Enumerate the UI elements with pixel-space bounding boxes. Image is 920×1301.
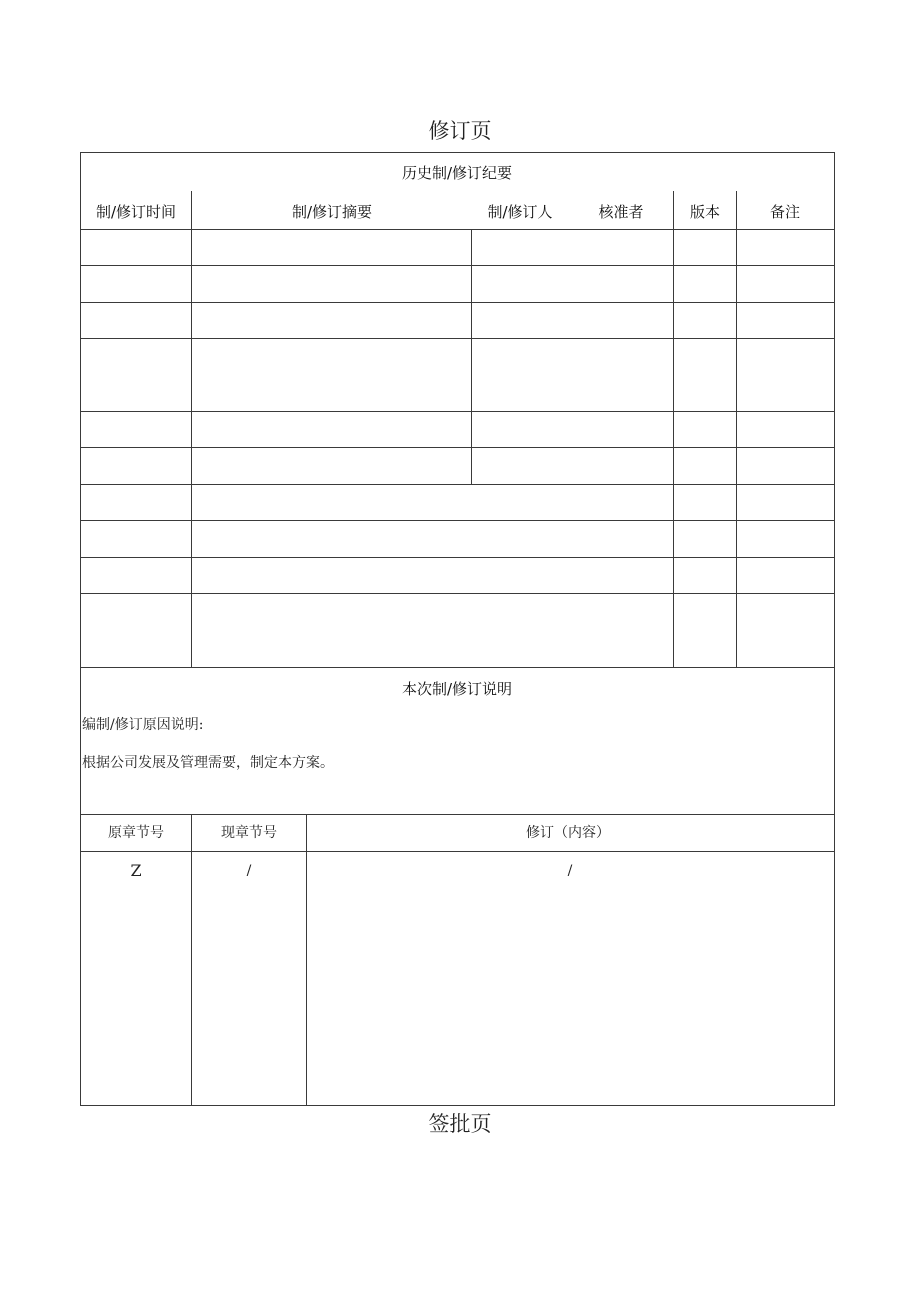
row-line — [80, 851, 835, 852]
col-line — [673, 191, 674, 667]
change-content: / — [567, 863, 573, 879]
reason-text: 根据公司发展及管理需要，制定本方案。 — [82, 755, 334, 771]
row-line — [80, 557, 835, 558]
table-border-left — [80, 152, 81, 1106]
row-line — [80, 593, 835, 594]
col-header-person: 制/修订人 — [487, 203, 553, 221]
row-line — [80, 229, 835, 230]
col-line — [191, 191, 192, 667]
page-title: 修订页 — [428, 119, 492, 143]
table-border-top — [80, 152, 835, 153]
history-heading: 历史制/修订纪要 — [401, 164, 513, 182]
col-header-current-section: 现章节号 — [221, 825, 277, 841]
col-line — [736, 191, 737, 667]
col-header-remarks: 备注 — [769, 203, 801, 221]
row-line — [80, 484, 835, 485]
change-original-section: Z — [130, 861, 142, 880]
col-header-time: 制/修订时间 — [95, 203, 177, 221]
col-header-version: 版本 — [689, 203, 721, 221]
col-header-summary: 制/修订摘要 — [291, 203, 373, 221]
footer-title: 签批页 — [428, 1112, 492, 1136]
col-line — [306, 814, 307, 1105]
row-line — [80, 520, 835, 521]
row-line — [80, 302, 835, 303]
col-header-original-section: 原章节号 — [108, 825, 164, 841]
row-line — [80, 814, 835, 815]
row-line — [80, 338, 835, 339]
col-header-approver: 核准者 — [598, 203, 644, 221]
table-border-bottom — [80, 1105, 835, 1106]
col-line — [471, 229, 472, 484]
col-header-revision-content: 修订（内容） — [526, 825, 610, 841]
reason-label: 编制/修订原因说明: — [82, 717, 204, 733]
row-line — [80, 447, 835, 448]
row-line — [80, 411, 835, 412]
row-line — [80, 667, 835, 668]
current-heading: 本次制/修订说明 — [401, 680, 513, 698]
change-current-section: / — [246, 863, 252, 879]
col-line — [191, 814, 192, 1105]
table-border-right — [834, 152, 835, 1106]
row-line — [80, 265, 835, 266]
